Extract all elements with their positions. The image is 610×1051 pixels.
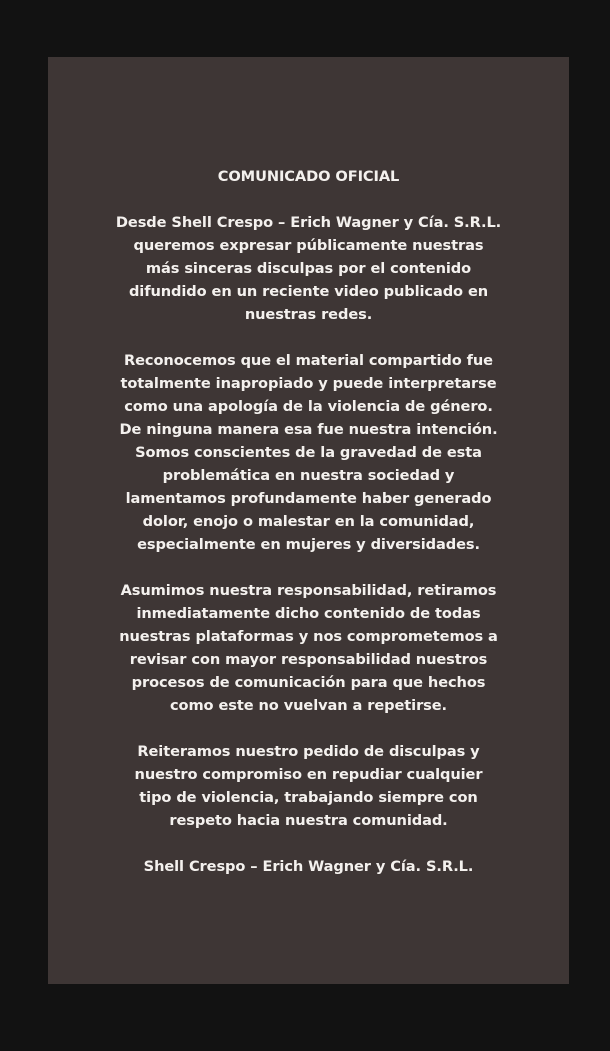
text-line: tipo de violencia, trabajando siempre con <box>139 789 478 806</box>
text-line: más sinceras disculpas por el contenido <box>145 260 472 277</box>
text-line: Somos conscientes de la gravedad de esta <box>135 444 482 461</box>
text-line: revisar con mayor responsabilidad nuestros <box>129 651 488 668</box>
text-line: respeto hacia nuestra comunidad. <box>169 812 448 829</box>
text-line: totalmente inapropiado y puede interpretarse <box>120 375 497 392</box>
text-line: lamentamos profundamente haber generado <box>125 490 492 507</box>
text-line: Reconocemos que el material compartido fue <box>124 352 493 369</box>
text-line: como una apología de la violencia de género. <box>124 398 493 415</box>
paragraph-responsibility <box>72 579 545 717</box>
paragraph-commitment <box>72 740 545 832</box>
text-line: nuestras redes. <box>244 306 373 323</box>
text-line: inmediatamente dicho contenido de todas <box>136 605 481 622</box>
text-line: especialmente en mujeres y diversidades. <box>137 536 480 553</box>
text-line: procesos de comunicación para que hechos <box>131 674 486 691</box>
statement-signature: Shell Crespo – Erich Wagner y Cía. S.R.L. <box>143 858 474 875</box>
text-line: Asumimos nuestra responsabilidad, retiramos <box>120 582 497 599</box>
statement-body <box>48 165 569 901</box>
text-line: dolor, enojo o malestar en la comunidad, <box>142 513 475 530</box>
text-line: nuestro compromiso en repudiar cualquier <box>134 766 483 783</box>
text-line: queremos expresar públicamente nuestras <box>133 237 484 254</box>
statement-title: COMUNICADO OFICIAL <box>217 168 400 185</box>
text-line: problemática en nuestra sociedad y <box>162 467 455 484</box>
text-line: como este no vuelvan a repetirse. <box>169 697 448 714</box>
text-line: De ninguna manera esa fue nuestra intención. <box>119 421 498 438</box>
text-line: Reiteramos nuestro pedido de disculpas y <box>137 743 480 760</box>
paragraph-recognition <box>72 349 545 556</box>
text-line: Desde Shell Crespo – Erich Wagner y Cía. S.R.L. <box>115 214 502 231</box>
paragraph-apology <box>72 211 545 326</box>
text-line: difundido en un reciente video publicado en <box>128 283 489 300</box>
text-line: nuestras plataformas y nos comprometemos a <box>119 628 498 645</box>
statement-card <box>48 57 569 984</box>
